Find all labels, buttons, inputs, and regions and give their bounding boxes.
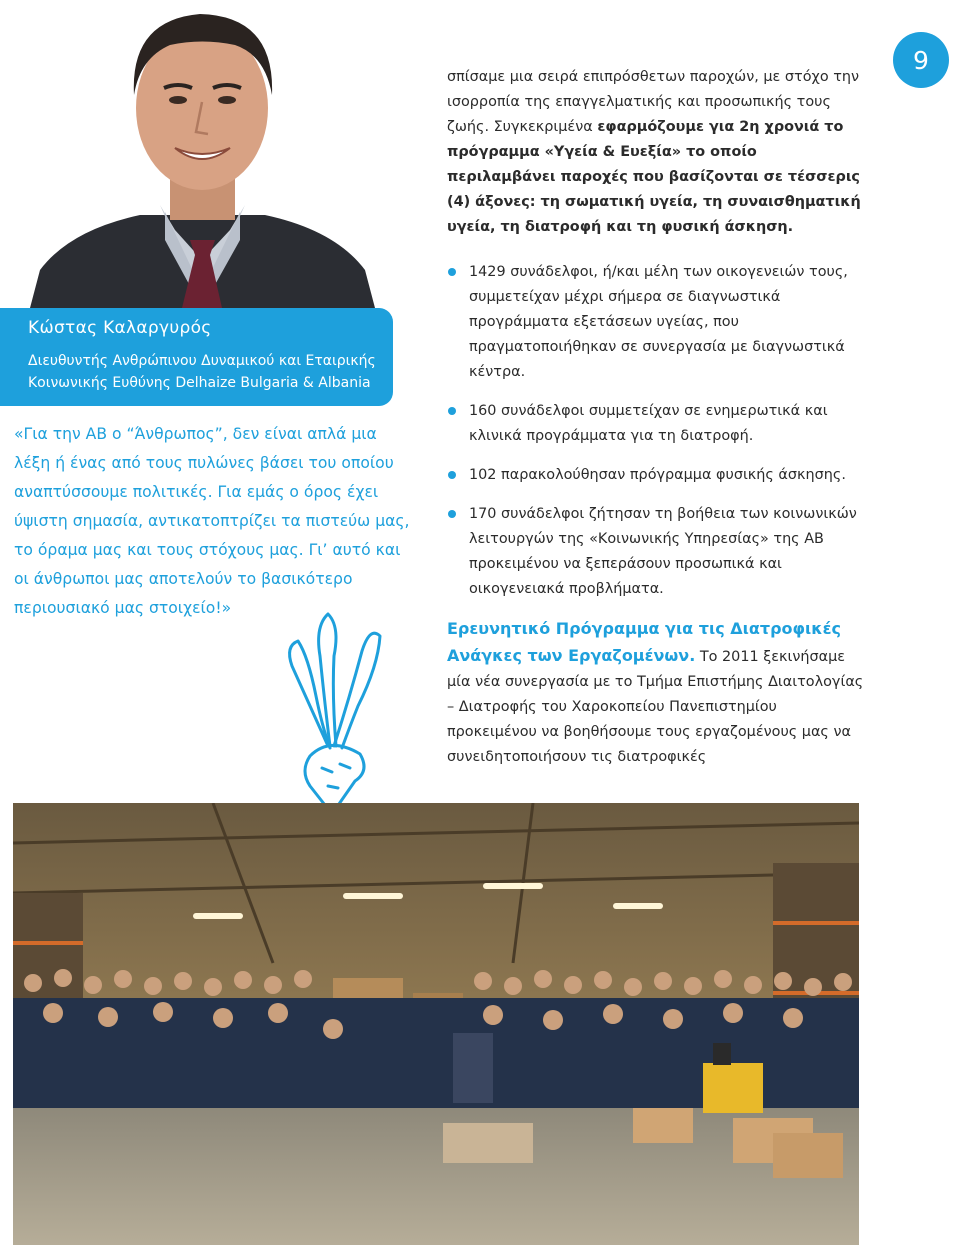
list-item	[447, 260, 865, 385]
carrot-illustration	[270, 596, 390, 816]
pull-quote: «Για την ΑΒ ο “Άνθρωπος”, δεν είναι απλά μια λέξη ή ένας από τους πυλώνες βάσει του οποίου αναπτύσσουμε πολιτικές. Για εμάς ο όρος έχει ύψιστη σημασία, αντικατοπτρίζει τα πιστεύω μας, το όραμα μας και τους στόχους μας. Γι’ αυτό και οι άνθρωποι μας αποτελούν το βασικότερο περιουσιακό μας στοιχείο!»	[14, 425, 410, 617]
portrait-photo	[30, 0, 375, 308]
research-section	[447, 616, 865, 770]
intro-bold-text: εφαρμόζουμε για 2η χρονιά το πρόγραμμα «Υγεία & Ευεξία» το οποίο περιλαμβάνει παροχές που βασίζονται σε τέσσερις (4) άξονες: τη σωματική υγεία, τη συναισθηματική υγεία, τη διατροφή και τη φυσική άσκηση.	[447, 119, 861, 235]
list-item-text: 170 συνάδελφοι ζήτησαν τη βοήθεια των κοινωνικών λειτουργών της «Κοινωνικής Υπηρεσίας» της ΑΒ προκειμένου να ξεπεράσουν προσωπικά και οικογενειακά προβλήματα.	[469, 506, 857, 597]
list-item	[447, 502, 865, 602]
bullet-icon	[448, 407, 456, 415]
bullet-icon	[448, 268, 456, 276]
list-item-text: 102 παρακολούθησαν πρόγραμμα φυσικής άσκησης.	[469, 467, 846, 483]
section-body: Το 2011 ξεκινήσαμε μία νέα συνεργασία με το Τμήμα Επιστήμης Διαιτολογίας – Διατροφής του Χαροκοπείου Πανεπιστημίου προκειμένου να βοηθήσουμε τους εργαζομένους μας να συνειδητοποιήσουν τις διατροφικές	[447, 649, 864, 765]
section-heading: Ερευνητικό Πρόγραμμα για τις Διατροφικές Ανάγκες των Εργαζομένων.	[447, 619, 842, 665]
person-name: Κώστας Καλαργυρός	[28, 318, 212, 338]
person-title-line2: Κοινωνικής Ευθύνης Delhaize Bulgaria & Albania	[28, 375, 371, 391]
intro-text: σπίσαμε μια σειρά επιπρόσθετων παροχών, με στόχο την ισορροπία της επαγγελματικής και προσωπικής τους ζωής. Συγκεκριμένα	[447, 69, 860, 135]
right-text-column	[447, 65, 865, 770]
page-number-badge: 9	[893, 32, 949, 88]
bullet-icon	[448, 510, 456, 518]
list-item-text: 1429 συνάδελφοι, ή/και μέλη των οικογενειών τους, συμμετείχαν μέχρι σήμερα σε διαγνωστικά προγράμματα εξετάσεων υγείας, που πραγματοποιήθηκαν σε συνεργασία με διαγνωστικά κέντρα.	[469, 264, 848, 380]
bullet-list	[447, 260, 865, 602]
list-item-text: 160 συνάδελφοι συμμετείχαν σε ενημερωτικά και κλινικά προγράμματα για τη διατροφή.	[469, 403, 828, 444]
bullet-icon	[448, 471, 456, 479]
warehouse-group-photo	[13, 803, 859, 1245]
person-title-line1: Διευθυντής Ανθρώπινου Δυναμικού και Εταιρικής	[28, 353, 376, 369]
intro-paragraph	[447, 65, 865, 240]
person-info-box	[0, 308, 393, 406]
list-item	[447, 399, 865, 449]
list-item	[447, 463, 865, 488]
